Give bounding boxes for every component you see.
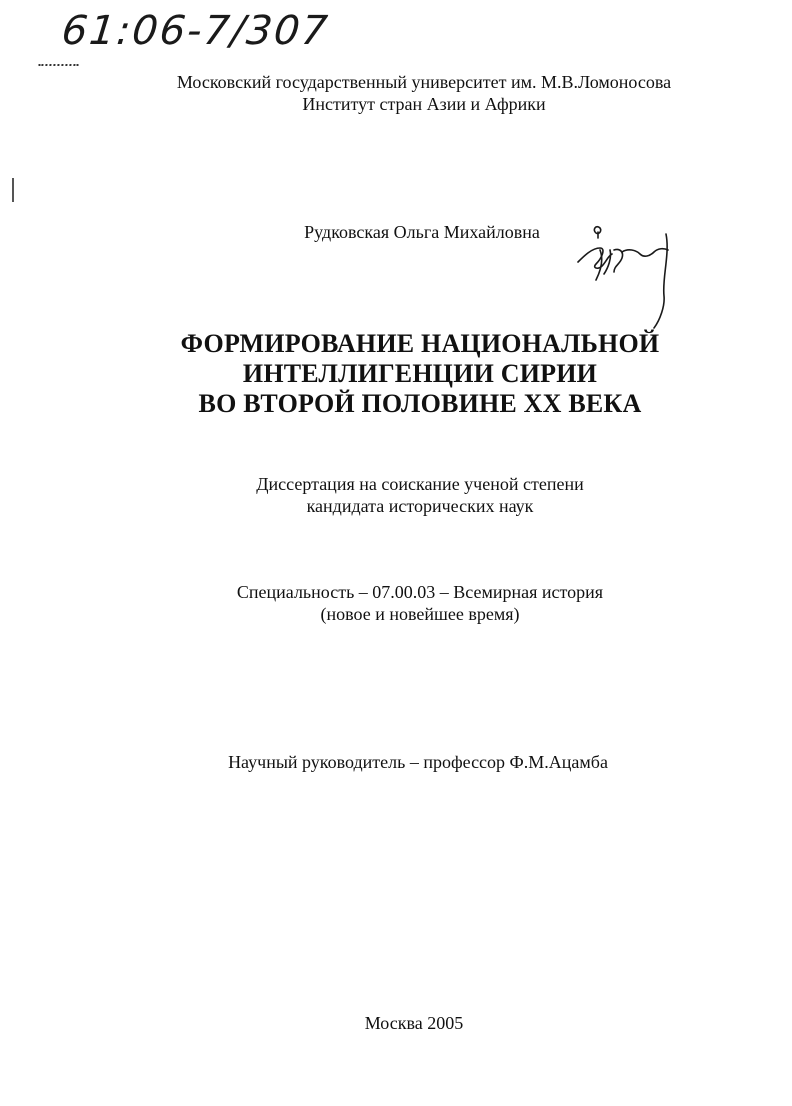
archive-code-handwritten bbox=[60, 8, 332, 54]
title-line-3: ВО ВТОРОЙ ПОЛОВИНЕ XX ВЕКА bbox=[198, 389, 642, 418]
institute-name: Институт стран Азии и Африки bbox=[302, 94, 546, 114]
author-name: Рудковская Ольга Михайловна bbox=[304, 222, 540, 242]
degree-block bbox=[24, 473, 792, 517]
degree-line-1: Диссертация на соискание ученой степени bbox=[256, 474, 584, 494]
archive-code-text: 61:06-7/307 bbox=[59, 8, 332, 54]
dotted-mark bbox=[38, 64, 78, 68]
dissertation-title bbox=[24, 329, 792, 419]
specialty-line-2: (новое и новейшее время) bbox=[320, 604, 520, 624]
title-line-1: ФОРМИРОВАНИЕ НАЦИОНАЛЬНОЙ bbox=[180, 329, 660, 358]
city-year-block bbox=[18, 1012, 792, 1034]
city-year-text: Москва 2005 bbox=[364, 1013, 464, 1033]
degree-line-2: кандидата исторических наук bbox=[306, 496, 534, 516]
advisor-block bbox=[22, 751, 792, 773]
institution-block bbox=[28, 71, 792, 115]
advisor-text: Научный руководитель – профессор Ф.М.Ацамба bbox=[228, 752, 608, 772]
specialty-block bbox=[24, 581, 792, 625]
specialty-line-1: Специальность – 07.00.03 – Всемирная история bbox=[236, 582, 604, 602]
title-line-2: ИНТЕЛЛИГЕНЦИИ СИРИИ bbox=[242, 359, 598, 388]
university-name: Московский государственный университет им. М.В.Ломоносова bbox=[176, 72, 672, 92]
margin-mark bbox=[12, 178, 14, 202]
